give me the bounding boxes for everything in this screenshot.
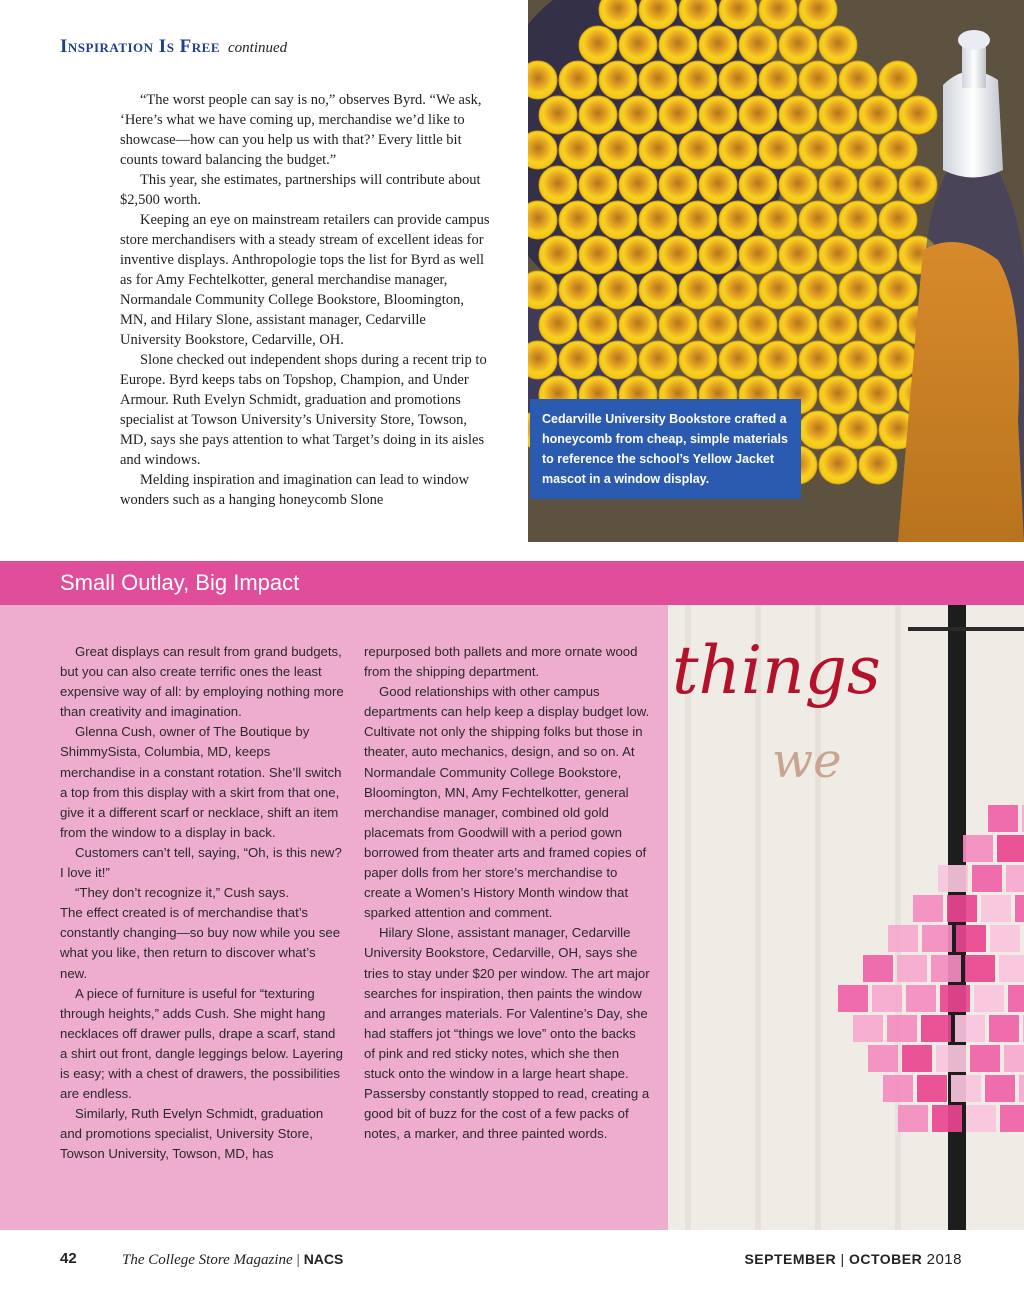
honeycomb-cup [899, 166, 937, 204]
honeycomb-cup [879, 61, 917, 99]
paragraph: Similarly, Ruth Evelyn Schmidt, graduation and promotions specialist, University Store, Towson University, Towson, MD, has [60, 1106, 324, 1162]
sticky-note-window-photo [668, 605, 1024, 1230]
issue-month-1: SEPTEMBER [744, 1251, 837, 1267]
paragraph: Hilary Slone, assistant manager, Cedarville University Bookstore, Cedarville, OH, says she tries to stay under $20 per window. The art major searches for inspiration, then paints the window and arranges materials. For Valentine’s Day, she had staffers jot “things we love” onto the backs of pink and red sticky notes, which she then stuck onto the window in a large heart shape. Passersby constantly stopped to read, creating a good bit of buzz for the cost of a few packs of notes, a marker, and three painted words. [364, 925, 650, 1142]
article-body [120, 90, 490, 510]
honeycomb-cup [879, 201, 917, 239]
honeycomb-cup [819, 236, 857, 274]
honeycomb-cup [799, 131, 837, 169]
sticky-note [863, 955, 893, 982]
sticky-note [972, 865, 1002, 892]
sticky-note [1015, 895, 1024, 922]
sticky-note [974, 985, 1004, 1012]
honeycomb-cup [759, 201, 797, 239]
honeycomb-cup [859, 376, 897, 414]
honeycomb-cup [719, 201, 757, 239]
honeycomb-cup [579, 96, 617, 134]
honeycomb-cup [779, 306, 817, 344]
honeycomb-cup [579, 236, 617, 274]
sticky-note [990, 925, 1020, 952]
honeycomb-cup [659, 166, 697, 204]
honeycomb-cup [759, 341, 797, 379]
paragraph: The effect created is of merchandise that’s constantly changing—so buy now while you see what you like, then return to discover what’s new. [60, 905, 341, 981]
honeycomb-cup [839, 271, 877, 309]
sticky-note [985, 1075, 1015, 1102]
paragraph: Slone checked out independent shops during a recent trip to Europe. Byrd keeps tabs on Topshop, Champion, and Under Armour. Ruth Evelyn Schmidt, graduation and promotions specialist at Towson University’s University Store, Towson, MD, says she pays attention to what Target’s doing in its aisles and windows. [120, 352, 487, 468]
sticky-note [936, 1045, 966, 1072]
honeycomb-cup [839, 131, 877, 169]
honeycomb-cup [559, 201, 597, 239]
honeycomb-cup [879, 341, 917, 379]
sticky-note [872, 985, 902, 1012]
honeycomb-cup [559, 61, 597, 99]
organization-name: NACS [303, 1251, 344, 1267]
honeycomb-cup [819, 446, 857, 484]
magazine-name [122, 1251, 343, 1269]
honeycomb-cup [599, 271, 637, 309]
honeycomb-cup [579, 166, 617, 204]
paragraph: Keeping an eye on mainstream retailers can provide campus store merchandisers with a steady stream of excellent ideas for inventive displays. Anthropologie tops the list for Byrd as well as for Amy Fechtelkotter, general merchandise manager, Normandale Community College Bookstore, Bloomington, MN, and Hilary Slone, assistant manager, Cedarville University Bookstore, Cedarville, OH. [120, 212, 490, 348]
paragraph: Good relationships with other campus departments can help keep a display budget low. Cultivate not only the shipping folks but those in theater, auto mechanics, design, and so on. At Normandale Community College Bookstore, Bloomington, MN, Amy Fechtelkotter, general merchandise manager, combined old gold placemats from Goodwill with a period gown borrowed from theater arts and framed copies of paper dolls from her store’s merchandise to create a Women’s History Month window that sparked attention and comment. [364, 684, 650, 921]
sticky-note [963, 835, 993, 862]
sticky-note [883, 1075, 913, 1102]
honeycomb-cup [639, 61, 677, 99]
honeycomb-cup [779, 96, 817, 134]
honeycomb-cup [599, 341, 637, 379]
paragraph: Melding inspiration and imagination can lead to window wonders such as a hanging honeycomb Slone [120, 472, 470, 508]
sticky-note [1006, 865, 1024, 892]
honeycomb-cup [619, 236, 657, 274]
honeycomb-cup [679, 61, 717, 99]
honeycomb-cup [619, 306, 657, 344]
sticky-note [947, 895, 977, 922]
page-number: 42 [60, 1250, 77, 1267]
honeycomb-cup [599, 61, 637, 99]
sticky-note [838, 985, 868, 1012]
paragraph: Customers can’t tell, saying, “Oh, is this new? I love it!” [60, 844, 342, 881]
sticky-note [938, 865, 968, 892]
honeycomb-cup [679, 341, 717, 379]
honeycomb-cup [579, 306, 617, 344]
honeycomb-cup [819, 166, 857, 204]
sticky-note [853, 1015, 883, 1042]
issue-separator: | [840, 1251, 845, 1267]
sidebar-column-2 [364, 642, 650, 1144]
honeycomb-cup [799, 341, 837, 379]
honeycomb-cup [699, 306, 737, 344]
sidebar-heading: Small Outlay, Big Impact [60, 570, 300, 595]
paragraph: This year, she estimates, partnerships will contribute about $2,500 worth. [120, 172, 481, 208]
sticky-note [906, 985, 936, 1012]
honeycomb-cup [639, 341, 677, 379]
sticky-note [931, 955, 961, 982]
paragraph: repurposed both pallets and more ornate wood from the shipping department. [364, 644, 638, 680]
sidebar-column-1 [60, 642, 346, 1164]
honeycomb-cup [719, 131, 757, 169]
sticky-note [1004, 1045, 1024, 1072]
honeycomb-cup [859, 236, 897, 274]
honeycomb-cup [859, 306, 897, 344]
sticky-note [997, 835, 1024, 862]
honeycomb-cup [539, 96, 577, 134]
section-header [60, 36, 287, 58]
honeycomb-cup [559, 341, 597, 379]
sticky-note [965, 955, 995, 982]
honeycomb-cup [619, 96, 657, 134]
honeycomb-cup [779, 166, 817, 204]
sticky-note [981, 895, 1011, 922]
honeycomb-cup [739, 306, 777, 344]
page-footer [0, 1250, 1024, 1274]
honeycomb-cup [599, 201, 637, 239]
honeycomb-cup [679, 201, 717, 239]
photo-caption: Cedarville University Bookstore crafted a honeycomb from cheap, simple materials to reference the school’s Yellow Jacket mascot in a window display. [530, 399, 801, 499]
honeycomb-cup [819, 376, 857, 414]
honeycomb-cup [539, 166, 577, 204]
sticky-note [1000, 1105, 1024, 1132]
honeycomb-cup [659, 306, 697, 344]
honeycomb-cup [839, 201, 877, 239]
honeycomb-cup [819, 306, 857, 344]
issue-year: 2018 [926, 1251, 962, 1268]
honeycomb-cup [799, 411, 837, 449]
honeycomb-cup [799, 61, 837, 99]
honeycomb-cup [619, 166, 657, 204]
painted-word-things: things [672, 632, 881, 709]
sticky-note [988, 805, 1018, 832]
sticky-note [868, 1045, 898, 1072]
honeycomb-cup [819, 26, 857, 64]
honeycomb-cup [539, 306, 577, 344]
honeycomb-cup [599, 131, 637, 169]
sidebar-header-bar [0, 561, 1024, 605]
sticky-note [921, 1015, 951, 1042]
honeycomb-cup [879, 271, 917, 309]
honeycomb-cup [839, 411, 877, 449]
honeycomb-cup [659, 236, 697, 274]
honeycomb-cup [719, 271, 757, 309]
sticky-note [922, 925, 952, 952]
footer-separator: | [296, 1252, 300, 1268]
honeycomb-cup [899, 96, 937, 134]
honeycomb-cup [799, 201, 837, 239]
sticky-note [955, 1015, 985, 1042]
honeycomb-cup [619, 26, 657, 64]
continued-label: continued [228, 40, 288, 56]
sticky-note-illustration [668, 605, 1024, 1230]
paragraph: Glenna Cush, owner of The Boutique by ShimmySista, Columbia, MD, keeps merchandise in a constant rotation. She’ll switch a top from this display with a skirt from that one, give it a different scarf or necklace, shift an item from the window to a display in back. [60, 724, 342, 840]
honeycomb-cup [859, 96, 897, 134]
honeycomb-cup [739, 26, 777, 64]
honeycomb-cup [659, 26, 697, 64]
honeycomb-cup [699, 166, 737, 204]
honeycomb-cup [879, 131, 917, 169]
honeycomb-cup [679, 271, 717, 309]
sticky-note [956, 925, 986, 952]
honeycomb-cup [659, 96, 697, 134]
honeycomb-cup [559, 271, 597, 309]
honeycomb-cup [839, 61, 877, 99]
honeycomb-cup [699, 236, 737, 274]
sticky-note [902, 1045, 932, 1072]
honeycomb-cup [719, 61, 757, 99]
section-title: Inspiration Is Free [60, 36, 221, 57]
sticky-note [951, 1075, 981, 1102]
sticky-note [898, 1105, 928, 1132]
honeycomb-cup [639, 201, 677, 239]
honeycomb-cup [859, 446, 897, 484]
sticky-note [970, 1045, 1000, 1072]
honeycomb-cup [699, 96, 737, 134]
honeycomb-cup [739, 166, 777, 204]
honeycomb-cup [859, 166, 897, 204]
honeycomb-cup [779, 236, 817, 274]
sticky-note [1019, 1075, 1024, 1102]
paragraph: A piece of furniture is useful for “texturing through heights,” adds Cush. She might hang necklaces off drawer pulls, drape a scarf, stand a shirt out front, dangle leggings below. Layering is easy; with a chest of drawers, the possibilities are endless. [60, 985, 343, 1102]
painted-word-we: we [772, 733, 842, 789]
sticky-note [897, 955, 927, 982]
honeycomb-cup [759, 131, 797, 169]
issue-month-2: OCTOBER [848, 1251, 923, 1267]
honeycomb-cup [699, 26, 737, 64]
honeycomb-cup [559, 131, 597, 169]
sticky-note [887, 1015, 917, 1042]
honeycomb-cup [779, 26, 817, 64]
sticky-note [966, 1105, 996, 1132]
sticky-note [888, 925, 918, 952]
honeycomb-cup [759, 61, 797, 99]
honeycomb-cup [759, 271, 797, 309]
honeycomb-cup [799, 271, 837, 309]
magazine-title: The College Store Magazine [122, 1252, 293, 1268]
honeycomb-cup [819, 96, 857, 134]
honeycomb-cup [639, 131, 677, 169]
honeycomb-cup [539, 236, 577, 274]
honeycomb-cup [739, 96, 777, 134]
issue-date [744, 1251, 962, 1268]
paragraph: “They don’t recognize it,” Cush says. [75, 885, 290, 901]
honeycomb-cup [679, 131, 717, 169]
honeycomb-cup [719, 341, 757, 379]
sticky-note [913, 895, 943, 922]
paragraph: Great displays can result from grand budgets, but you can also create terrific ones the least expensive way of all: by employing nothing more than creativity and imagination. [60, 644, 344, 720]
honeycomb-cup [739, 236, 777, 274]
sticky-note [940, 985, 970, 1012]
sticky-note [932, 1105, 962, 1132]
sticky-note [999, 955, 1024, 982]
sticky-note [989, 1015, 1019, 1042]
honeycomb-cup [579, 26, 617, 64]
sticky-note [917, 1075, 947, 1102]
sticky-note [1008, 985, 1024, 1012]
honeycomb-cup [839, 341, 877, 379]
honeycomb-cup [639, 271, 677, 309]
paragraph: “The worst people can say is no,” observes Byrd. “We ask, ‘Here’s what we have coming up, merchandise we’d like to showcase—how can you help us with that?’ Every little bit counts toward balancing the budget.” [120, 92, 482, 168]
